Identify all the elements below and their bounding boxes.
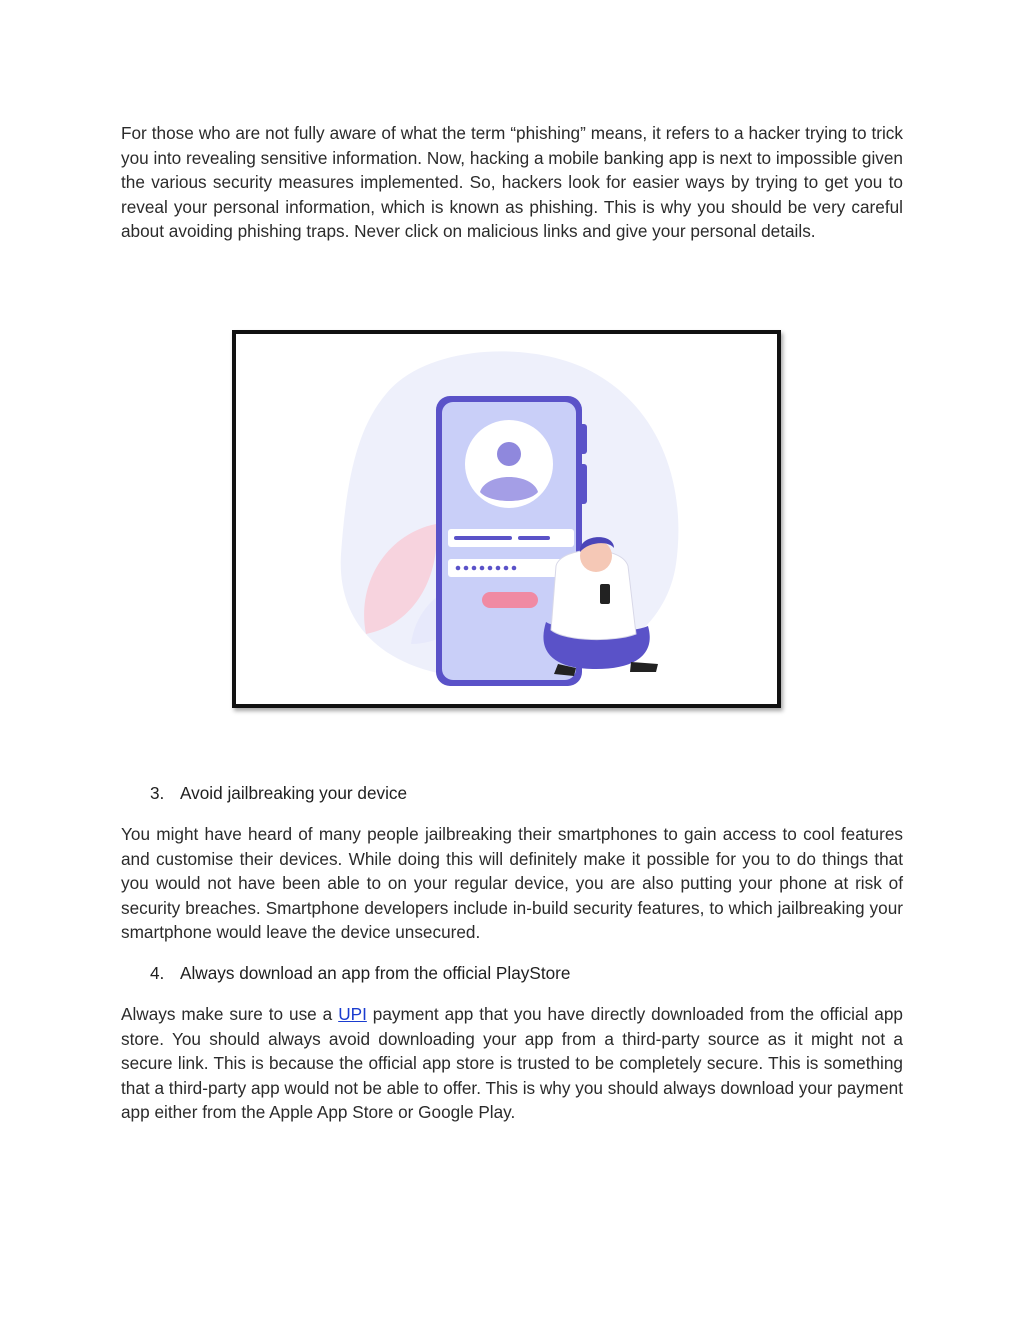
section-4-number: 4.: [150, 963, 165, 983]
section-4-heading: [150, 961, 570, 985]
phishing-illustration: [232, 330, 781, 708]
section-4-title: Always download an app from the official PlayStore: [180, 963, 571, 983]
section-3-heading: [150, 781, 407, 805]
section-4-text-before-link: Always make sure to use a: [121, 1004, 339, 1024]
section-4-paragraph: [121, 1002, 903, 1125]
phone-login-illustration-icon: [236, 334, 777, 704]
section-4-text-after-link: payment app that you have directly downloaded from the official app store. You should always avoid downloading your app from a third-party source as it might not a secure link. This is because the official app store is trusted to be completely secure. This is something that a third-party app would not be able to offer. This is why you should always download your payment app either from the Apple App Store or Google Play.: [121, 1004, 903, 1123]
intro-paragraph: For those who are not fully aware of what the term “phishing” means, it refers to a hacker trying to trick you into revealing sensitive information. Now, hacking a mobile banking app is next to impossible given the various security measures implemented. So, hackers look for easier ways by trying to get you to reveal your personal information, which is known as phishing. This is why you should be very careful about avoiding phishing traps. Never click on malicious links and give your personal details.: [121, 123, 903, 242]
section-3-number: 3.: [150, 783, 165, 803]
section-3-title: Avoid jailbreaking your device: [180, 783, 408, 803]
upi-link[interactable]: UPI: [338, 1004, 367, 1024]
section-3-paragraph: You might have heard of many people jailbreaking their smartphones to gain access to cool features and customise their devices. While doing this will definitely make it possible for you to do things that you would not have been able to on your regular device, you are also putting your phone at risk of security breaches. Smartphone developers include in-build security features, to which jailbreaking your smartphone would leave the device unsecured.: [121, 824, 903, 943]
